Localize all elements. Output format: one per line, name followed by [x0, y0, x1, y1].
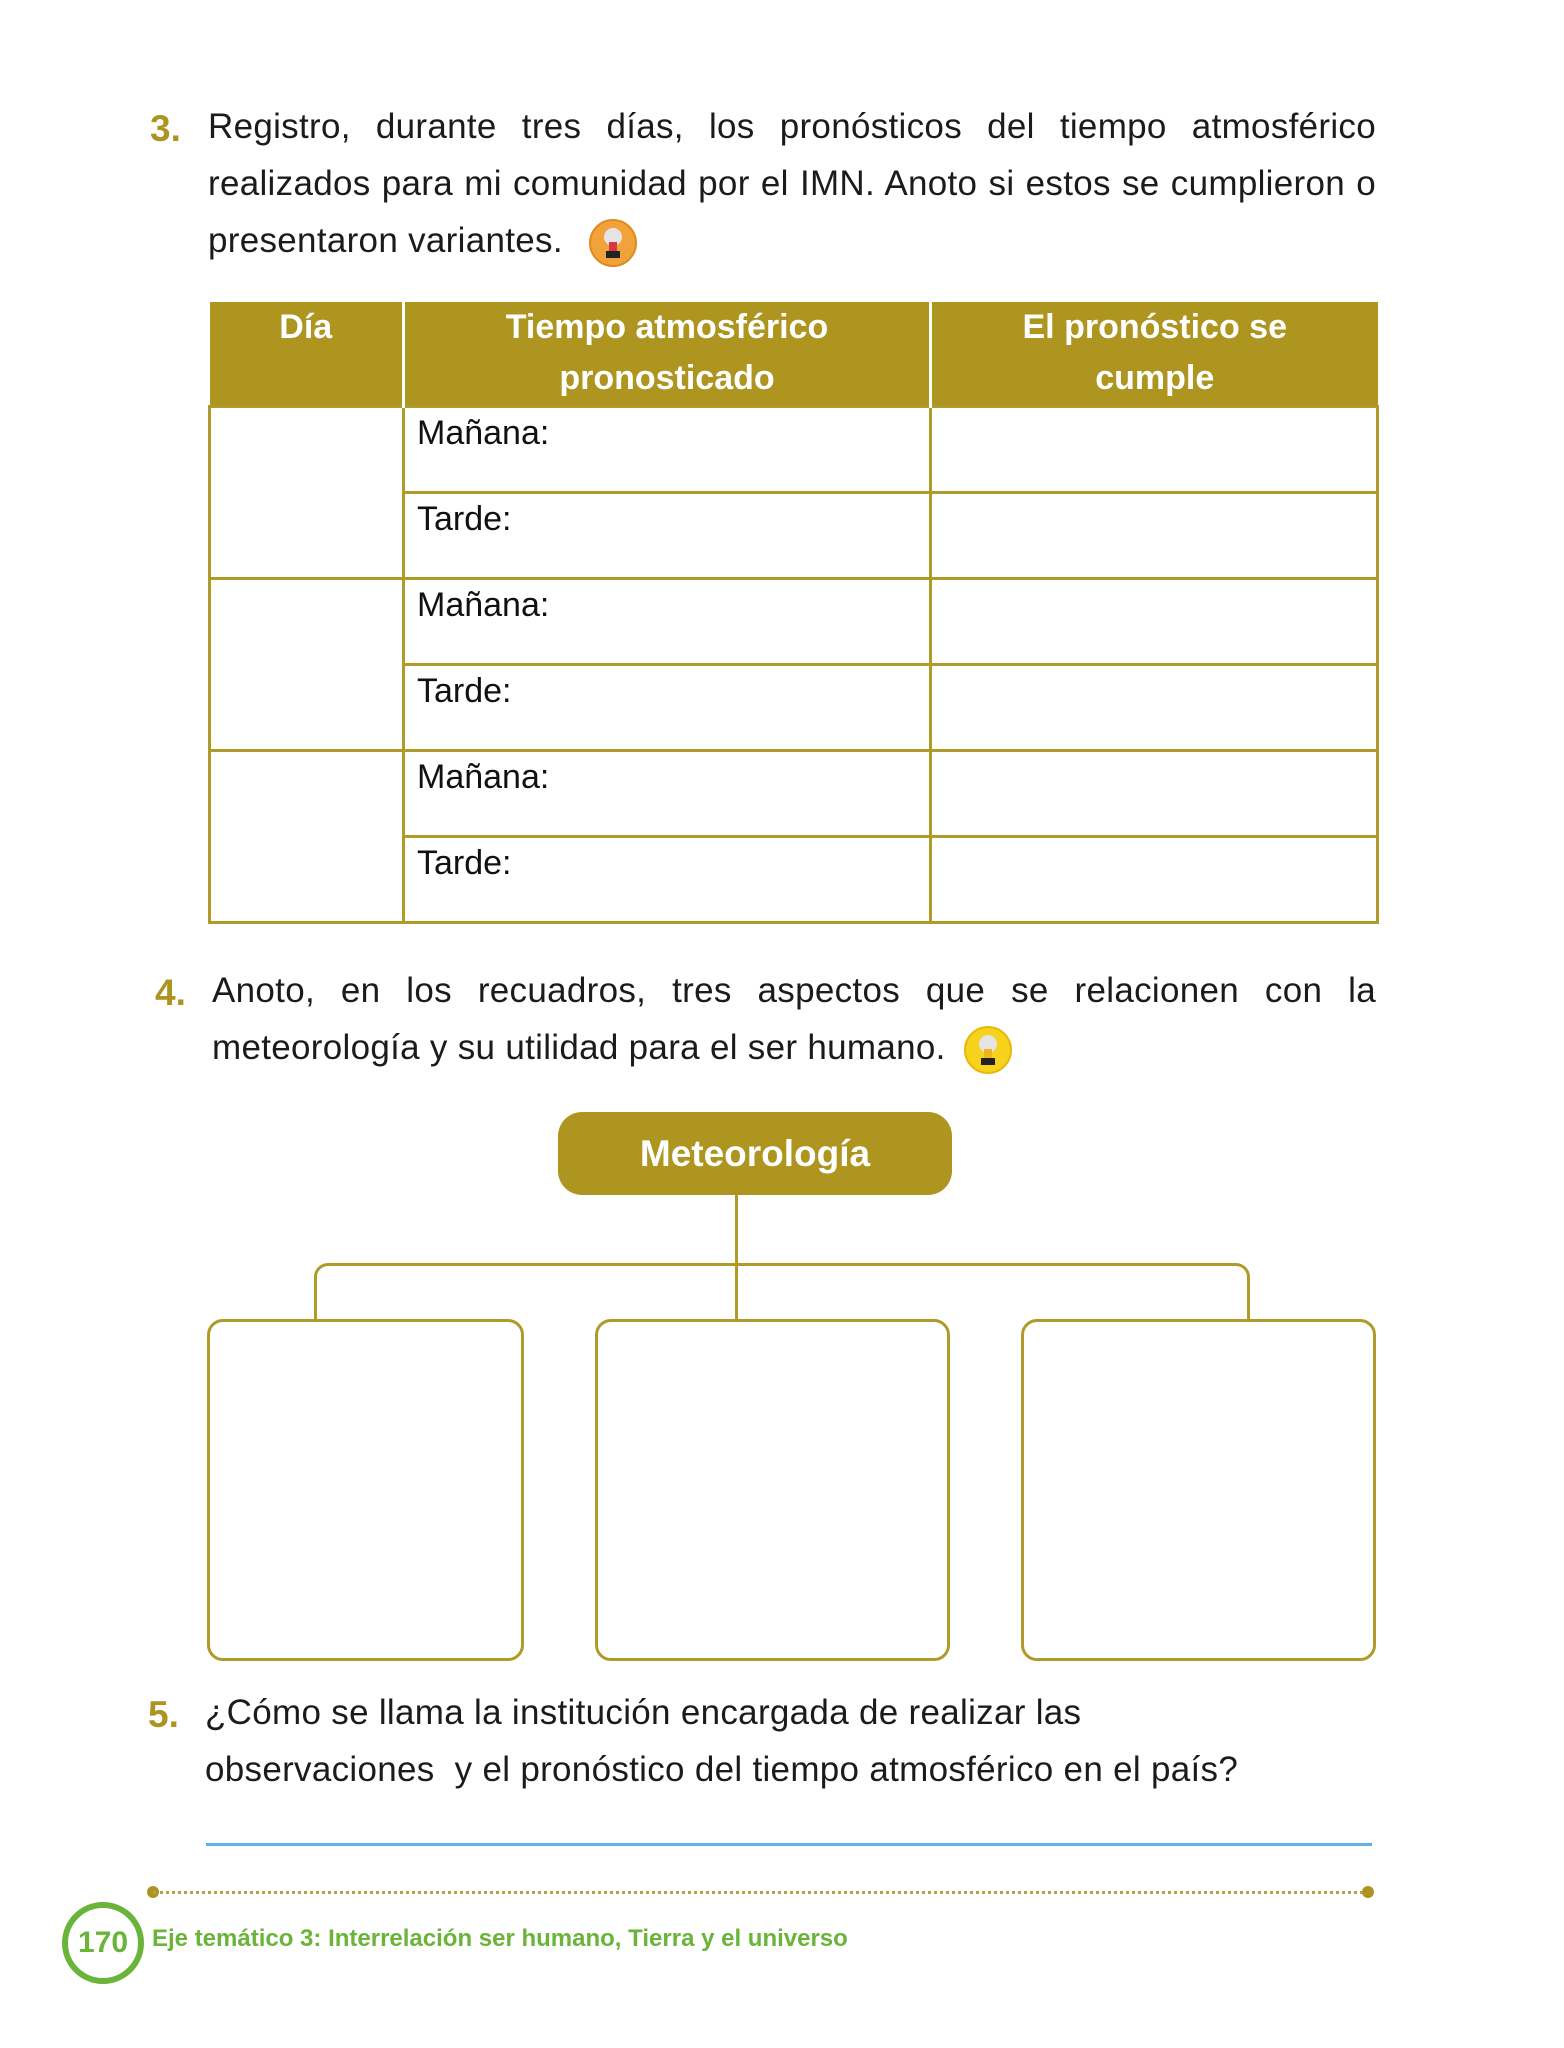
fulfilled-cell[interactable]: [931, 579, 1378, 665]
question-5-number: 5.: [148, 1694, 179, 1735]
forecast-cell[interactable]: Tarde:: [404, 493, 931, 579]
forecast-table: [208, 302, 1379, 924]
fulfilled-cell[interactable]: [931, 751, 1378, 837]
table-row: [210, 751, 1378, 837]
header-forecast: Tiempo atmosférico pronosticado: [404, 302, 931, 407]
header-fulfilled: El pronóstico se cumple: [931, 302, 1378, 407]
dotted-rule: [153, 1891, 1370, 1894]
connector-horizontal: [330, 1263, 1235, 1266]
day-cell[interactable]: [210, 751, 404, 923]
dotted-rule-end-dot: [1362, 1886, 1374, 1898]
question-3-prompt: Registro, durante tres días, los pronósticos del tiempo atmosférico realizados para mi comunidad por el IMN. Anoto si estos se cumplieron o presentaron variantes.: [208, 107, 1376, 260]
forecast-cell[interactable]: Mañana:: [404, 579, 931, 665]
day-cell[interactable]: [210, 407, 404, 579]
lightbulb-yellow-icon: [964, 1026, 1012, 1074]
forecast-cell[interactable]: Tarde:: [404, 837, 931, 923]
connector-stem: [735, 1195, 738, 1321]
fulfilled-cell[interactable]: [931, 665, 1378, 751]
footer-theme-text: Eje temático 3: Interrelación ser humano, Tierra y el universo: [152, 1925, 848, 1952]
question-4-number: 4.: [155, 972, 186, 1013]
forecast-cell[interactable]: Mañana:: [404, 407, 931, 493]
table-row: [210, 579, 1378, 665]
connector-left: [314, 1263, 332, 1321]
fulfilled-cell[interactable]: [931, 493, 1378, 579]
day-cell[interactable]: [210, 579, 404, 751]
meteorologia-title-box: Meteorología: [558, 1112, 952, 1195]
forecast-cell[interactable]: Tarde:: [404, 665, 931, 751]
question-5-text: [205, 1684, 1385, 1798]
lightbulb-orange-icon: [589, 219, 637, 267]
aspect-box-3[interactable]: [1021, 1319, 1376, 1661]
table-header-row: [210, 302, 1378, 407]
question-4-prompt: Anoto, en los recuadros, tres aspectos que se relacionen con la meteorología y su utilidad para el ser humano.: [212, 971, 1376, 1067]
question-5-line-2: observaciones y el pronóstico del tiempo atmosférico en el país?: [205, 1750, 1239, 1789]
connector-right: [1232, 1263, 1250, 1321]
question-4-text: [212, 962, 1376, 1076]
header-day: Día: [210, 302, 404, 407]
forecast-cell[interactable]: Mañana:: [404, 751, 931, 837]
answer-line[interactable]: [206, 1843, 1372, 1846]
question-3-number: 3.: [150, 108, 181, 149]
page-number: 170: [62, 1902, 144, 1984]
table-row: [210, 407, 1378, 493]
fulfilled-cell[interactable]: [931, 407, 1378, 493]
aspect-box-1[interactable]: [207, 1319, 524, 1661]
question-3-text: [208, 98, 1376, 269]
fulfilled-cell[interactable]: [931, 837, 1378, 923]
aspect-box-2[interactable]: [595, 1319, 950, 1661]
question-5-line-1: ¿Cómo se llama la institución encargada de realizar las: [205, 1693, 1082, 1732]
